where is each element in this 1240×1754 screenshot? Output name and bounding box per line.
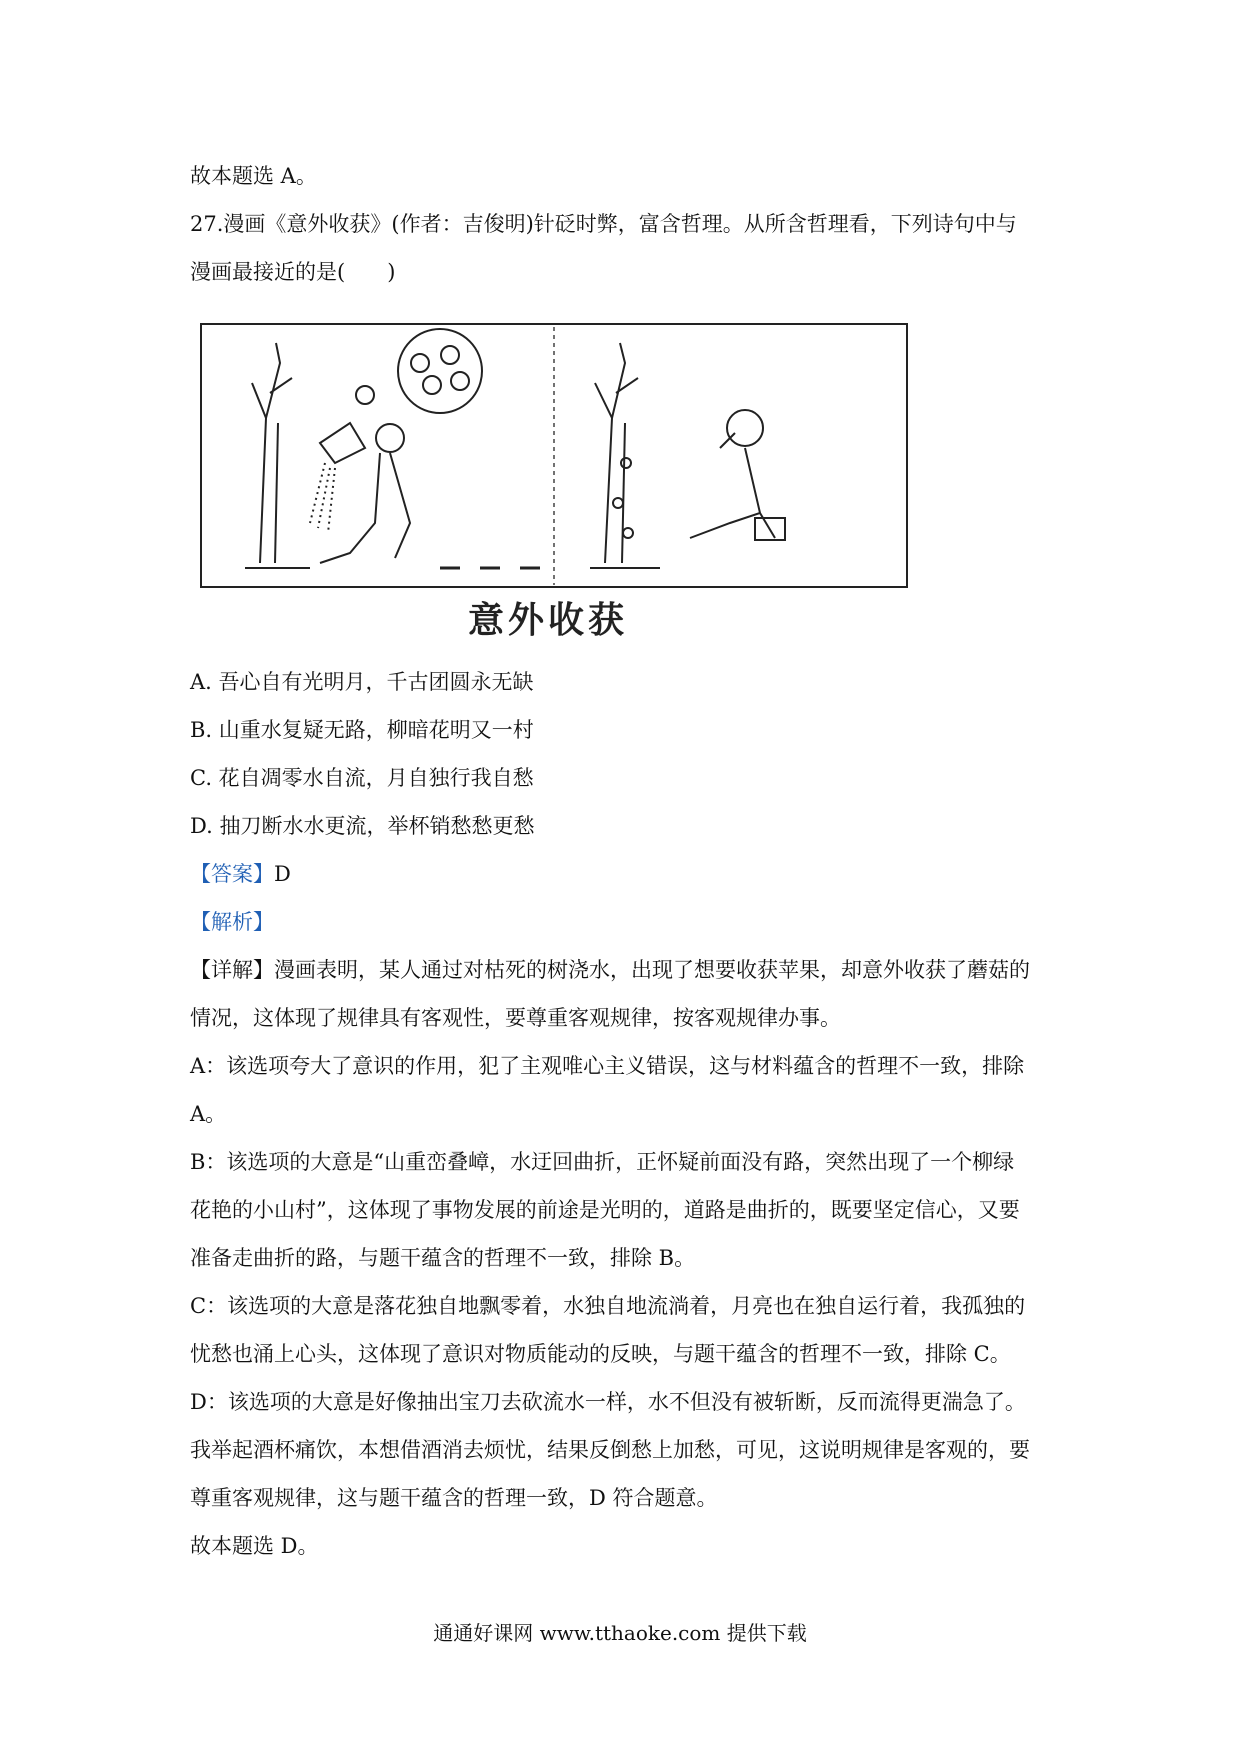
option-a: A. 吾心自有光明月，千古团圆永无缺: [190, 670, 534, 694]
detail-line-1: [190, 955, 1030, 985]
cartoon-caption: 意外收获: [468, 600, 629, 641]
detail-label: 【详解】: [190, 958, 274, 982]
answer-label: 【答案】: [190, 862, 274, 886]
conclusion: 故本题选 D。: [190, 1534, 319, 1558]
explanation-a-line-2: A。: [190, 1102, 227, 1126]
page-footer: 通通好课网 www.tthaoke.com 提供下载: [433, 1621, 807, 1645]
explanation-b-line-2: 花艳的小山村”，这体现了事物发展的前途是光明的，道路是曲折的，既要坚定信心，又要: [190, 1198, 1020, 1222]
explanation-b-line-1: B：该选项的大意是“山重峦叠嶂，水迂回曲折，正怀疑前面没有路，突然出现了一个柳绿: [190, 1150, 1015, 1174]
detail-text: 漫画表明，某人通过对枯死的树浇水，出现了想要收获苹果，却意外收获了蘑菇的: [274, 958, 1030, 982]
explanation-d-line-1: D：该选项的大意是好像抽出宝刀去砍流水一样，水不但没有被斩断，反而流得更湍急了。: [190, 1390, 1026, 1414]
cartoon-illustration: [200, 323, 908, 588]
option-c: C. 花自凋零水自流，月自独行我自愁: [190, 766, 534, 790]
explanation-d-line-3: 尊重客观规律，这与题干蕴含的哲理一致，D 符合题意。: [190, 1486, 718, 1510]
option-b: B. 山重水复疑无路，柳暗花明又一村: [190, 718, 534, 742]
explanation-c-line-2: 忧愁也涌上心头，这体现了意识对物质能动的反映，与题干蕴含的哲理不一致，排除 C。: [190, 1342, 1011, 1366]
explanation-d-line-2: 我举起酒杯痛饮，本想借酒消去烦忧，结果反倒愁上加愁，可见，这说明规律是客观的，要: [190, 1438, 1030, 1462]
analysis-label: 【解析】: [190, 910, 274, 934]
detail-line-2: 情况，这体现了规律具有客观性，要尊重客观规律，按客观规律办事。: [190, 1006, 841, 1030]
option-d: D. 抽刀断水水更流，举杯销愁愁更愁: [190, 814, 535, 838]
explanation-b-line-3: 准备走曲折的路，与题干蕴含的哲理不一致，排除 B。: [190, 1246, 696, 1270]
explanation-a-line-1: A：该选项夸大了意识的作用，犯了主观唯心主义错误，这与材料蕴含的哲理不一致，排除: [190, 1054, 1025, 1078]
question-text-line-2: 漫画最接近的是( ): [190, 260, 396, 284]
answer-line: [190, 859, 291, 889]
previous-conclusion: 故本题选 A。: [190, 164, 317, 188]
answer-value: D: [274, 862, 291, 886]
explanation-c-line-1: C：该选项的大意是落花独自地飘零着，水独自地流淌着，月亮也在独自运行着，我孤独的: [190, 1294, 1026, 1318]
question-text-line-1: 27.漫画《意外收获》(作者：吉俊明)针砭时弊，富含哲理。从所含哲理看，下列诗句中与: [190, 212, 1017, 236]
